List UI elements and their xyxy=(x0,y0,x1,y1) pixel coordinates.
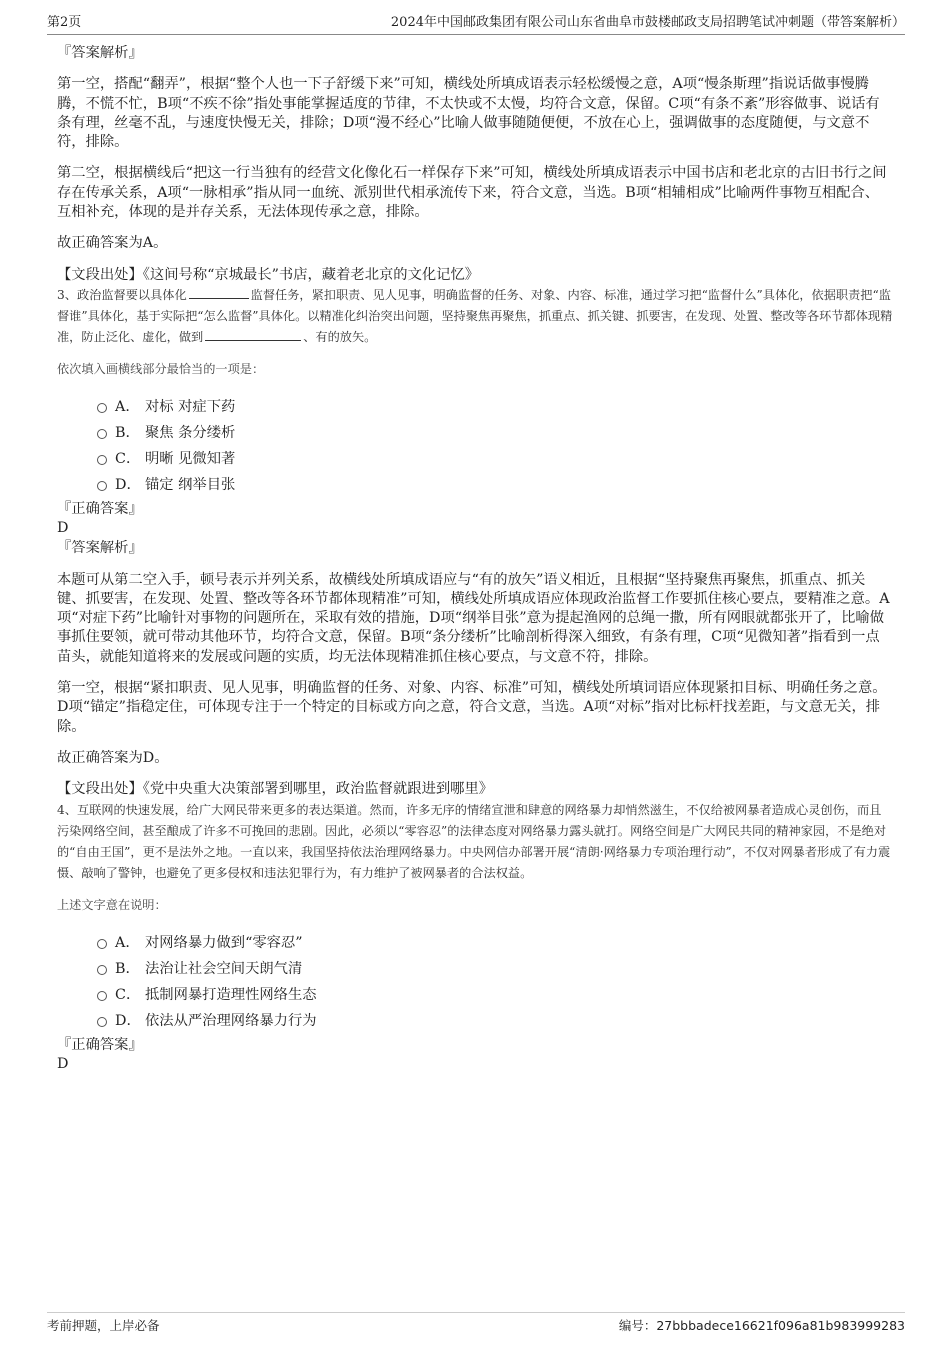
q2-analysis-p1: 第一空，搭配“翻弄”，根据“整个人也一下子舒缓下来”可知，横线处所填成语表示轻松缓慢之意，A项“慢条斯理”指说话做事慢腾腾，不慌不忙，B项“不疾不徐”指处事能掌握适度的节律，不太快或不太慢，均符合文意，保留。C项“有条不紊”形容做事、说话有条有理，丝毫不乱，与速度快慢无关，排除；D项“漫不经心”比喻人做事随随便便，不放在心上，强调做事的态度随便，与文意不符，排除。 xyxy=(57,76,880,151)
q4-prompt: 上述文字意在说明： xyxy=(57,897,167,912)
q3-prompt: 依次填入画横线部分最恰当的一项是： xyxy=(57,361,265,376)
q3-option-a[interactable]: A． 对标 对症下药 xyxy=(97,394,893,420)
q3-source: 【文段出处】《党中央重大决策部署到哪里，政治监督就跟进到哪里》 xyxy=(57,781,494,798)
radio-icon[interactable] xyxy=(97,429,107,439)
footer-slogan: 考前押题，上岸必备 xyxy=(47,1318,160,1333)
q3-answer-label: 『正确答案』 xyxy=(57,500,143,517)
radio-icon[interactable] xyxy=(97,965,107,975)
q4-stem: 4、互联网的快速发展，给广大网民带来更多的表达渠道。然而，许多无序的情绪宣泄和肆意的网络暴力却悄然滋生，不仅给被网暴者造成心灵创伤，而且污染网络空间，甚至酿成了许多不可挽回的悲剧。因此，必须以“零容忍”的法律态度对网络暴力露头就打。网络空间是广大网民共同的精神家园，不是绝对的“自由王国”，更不是法外之地。一直以来，我国坚持依法治理网络暴力。中央网信办部署开展“清朗·网络暴力专项治理行动”，不仅对网暴者形成了有力震慑、敲响了警钟，也避免了更多侵权和违法犯罪行为，有力维护了被网暴者的合法权益。 xyxy=(57,802,891,880)
q3-stem-part-a: 3、政治监督要以具体化 xyxy=(57,287,187,302)
radio-icon[interactable] xyxy=(97,991,107,1001)
q3-options xyxy=(57,394,893,498)
page-content xyxy=(57,44,893,1073)
q3-stem-part-c: 、有的放矢。 xyxy=(303,329,377,344)
page-header xyxy=(47,14,905,35)
page-footer xyxy=(47,1312,905,1333)
radio-icon[interactable] xyxy=(97,403,107,413)
q3-stem xyxy=(57,285,893,348)
q4-answer: D xyxy=(57,1055,69,1072)
q2-analysis-p2: 第二空，根据横线后“把这一行当独有的经营文化像化石一样保存下来”可知，横线处所填成语表示中国书店和老北京的古旧书行之间存在传承关系，A项“一脉相承”指从同一血统、派别世代相承流传下来，符合文意，当选。B项“相辅相成”比喻两件事物互相配合、互相补充，体现的是并存关系，无法体现传承之意，排除。 xyxy=(57,165,887,221)
q2-conclusion: 故正确答案为A。 xyxy=(57,235,168,252)
q4-option-c[interactable]: C． 抵制网暴打造理性网络生态 xyxy=(97,982,893,1008)
q3-blank-2 xyxy=(205,328,301,341)
q4-option-b[interactable]: B． 法治让社会空间天朗气清 xyxy=(97,956,893,982)
q4-options xyxy=(57,930,893,1034)
q3-blank-1 xyxy=(189,286,249,299)
radio-icon[interactable] xyxy=(97,939,107,949)
q3-analysis-p2: 第一空，根据“紧扣职责、见人见事，明确监督的任务、对象、内容、标准”可知，横线处所填词语应体现紧扣目标、明确任务之意。D项“锚定”指稳定住，可体现专注于一个特定的目标或方向之意，符合文意，当选。A项“对标”指对比标杆找差距，与文意无关，排除。 xyxy=(57,680,887,735)
q4-answer-label: 『正确答案』 xyxy=(57,1036,143,1053)
q3-option-c[interactable]: C． 明晰 见微知著 xyxy=(97,446,893,472)
q2-source: 【文段出处】《这间号称“京城最长”书店，藏着老北京的文化记忆》 xyxy=(57,266,480,283)
q2-analysis-label: 『答案解析』 xyxy=(57,45,143,61)
radio-icon[interactable] xyxy=(97,481,107,491)
document-title: 2024年中国邮政集团有限公司山东省曲阜市鼓楼邮政支局招聘笔试冲刺题（带答案解析） xyxy=(390,15,905,30)
q3-analysis-label: 『答案解析』 xyxy=(57,540,143,557)
q3-conclusion: 故正确答案为D。 xyxy=(57,749,169,766)
radio-icon[interactable] xyxy=(97,455,107,465)
document-id: 编号：27bbbadece16621f096a81b983999283 xyxy=(618,1318,905,1333)
page-number: 第2页 xyxy=(47,15,82,30)
q4-option-d[interactable]: D． 依法从严治理网络暴力行为 xyxy=(97,1008,893,1034)
q3-option-b[interactable]: B． 聚焦 条分缕析 xyxy=(97,420,893,446)
q3-answer: D xyxy=(57,520,69,537)
q3-stem-part-b: 监督任务，紧扣职责、见人见事，明确监督的任务、对象、内容、标准，通过学习把“监督什么”具体化，依据职责把“监督谁”具体化，基于实际把“怎么监督”具体化。以精准化纠治突出问题，坚持聚焦再聚焦，抓重点、抓关键、抓要害，在发现、处置、整改等各环节都体现精准，防止泛化、虚化，做到 xyxy=(57,287,893,344)
radio-icon[interactable] xyxy=(97,1017,107,1027)
q3-option-d[interactable]: D． 锚定 纲举目张 xyxy=(97,472,893,498)
q4-option-a[interactable]: A． 对网络暴力做到“零容忍” xyxy=(97,930,893,956)
q3-analysis-p1: 本题可从第二空入手，顿号表示并列关系，故横线处所填成语应与“有的放矢”语义相近，且根据“坚持聚焦再聚焦，抓重点、抓关键、抓要害，在发现、处置、整改等各环节都体现精准”可知，横线处所填成语应体现政治监督工作要抓住核心要点，要精准之意。A项“对症下药”比喻针对事物的问题所在，采取有效的措施，D项“纲举目张”意为提起渔网的总绳一撒，所有网眼就都张开了，比喻做事抓住要领，就可带动其他环节，均符合文意，保留。B项“条分缕析”比喻剖析得深入细致，有条有理，C项“见微知著”指看到一点苗头，就能知道将来的发展或问题的实质，均无法体现精准抓住核心要点，与文意不符，排除。 xyxy=(57,571,890,665)
